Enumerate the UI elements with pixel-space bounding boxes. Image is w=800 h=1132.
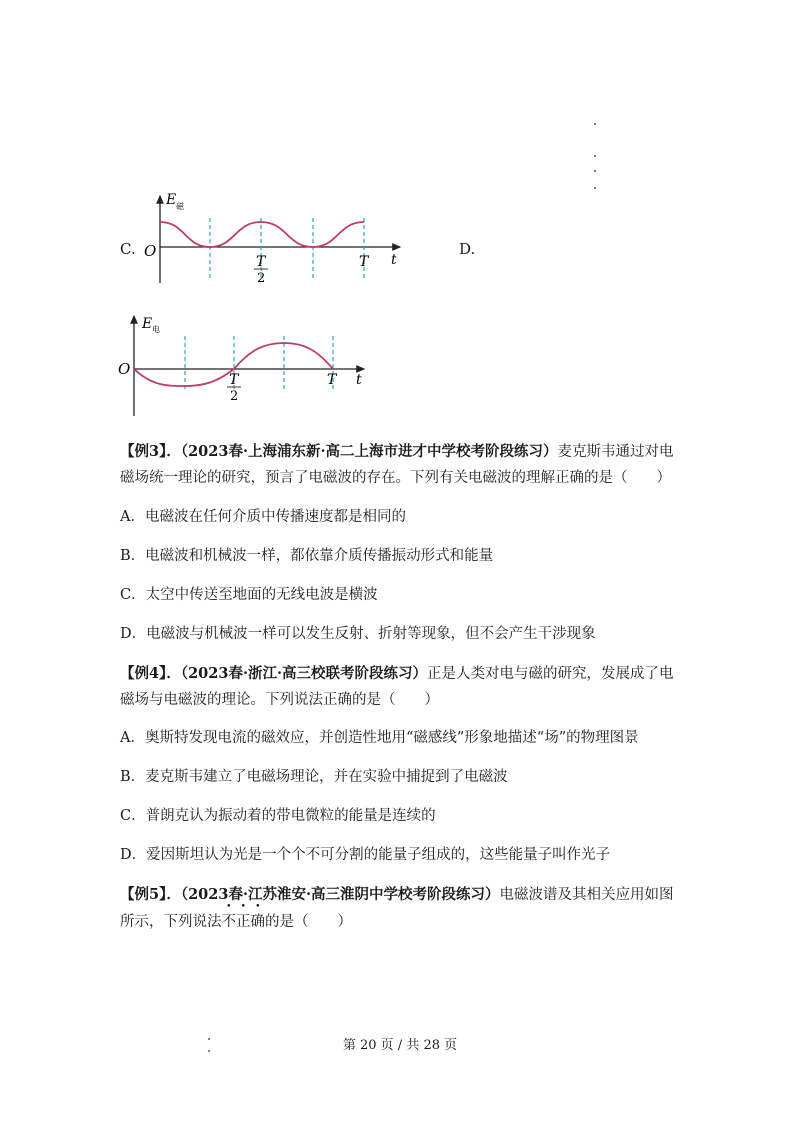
q5-stem-text-b: 的是（ ）	[265, 914, 352, 930]
half-period-numerator: T	[256, 254, 266, 270]
q4-option-c: C．普朗克认为振动着的带电微粒的能量是连续的	[120, 808, 436, 824]
q3-stem-line2: 磁场统一理论的研究，预言了电磁波的存在。下列有关电磁波的理解正确的是（ ）	[120, 470, 671, 486]
emphasis-char: 不	[221, 914, 236, 930]
q3-option-d: D．电磁波与机械波一样可以发生反射、折射等现象，但不会产生干涉现象	[120, 626, 596, 642]
origin-label: O	[118, 360, 131, 378]
q4-stem-text: 正是人类对电与磁的研究，发展成了电	[427, 666, 674, 682]
option-c-label: C.	[120, 240, 136, 258]
q4-stem-line1	[120, 663, 680, 685]
period-label: T	[359, 254, 369, 270]
page-footer: 第 20 页 / 共 28 页	[342, 1038, 458, 1053]
magnetic-energy-curve	[160, 222, 364, 247]
t-axis-label: t	[356, 372, 362, 388]
period-label: T	[327, 372, 337, 388]
q3-option-b: B．电磁波和机械波一样，都依靠介质传播振动形式和能量	[120, 548, 494, 564]
speck	[594, 155, 596, 157]
q5-stem-line1	[120, 884, 680, 906]
half-period-denominator: 2	[230, 389, 239, 404]
graph-c-magnetic-energy	[138, 188, 408, 288]
q4-stem-line2: 磁场与电磁波的理论。下列说法正确的是（ ）	[120, 692, 439, 708]
speck	[594, 170, 596, 172]
emphasis-char: 确	[250, 914, 265, 930]
y-axis-label: E	[142, 316, 153, 332]
speck	[594, 187, 596, 189]
y-axis-label: E	[166, 192, 177, 208]
q3-option-c: C．太空中传送至地面的无线电波是横波	[120, 587, 378, 603]
q3-stem-line1	[120, 441, 680, 463]
q4-option-d: D．爱因斯坦认为光是一个个不可分割的能量子组成的，这些能量子叫作光子	[120, 847, 611, 863]
q5-stem-text-a: 所示，下列说法	[120, 914, 222, 930]
q4-tag: 【例4】．	[120, 665, 181, 682]
speck	[594, 123, 596, 125]
q3-tag: 【例3】．	[120, 443, 181, 460]
y-axis-subscript: 磁	[176, 202, 184, 211]
q3-stem-text: 麦克斯韦通过对电	[557, 444, 674, 460]
q4-source: （2023春·浙江·高三校联考阶段练习）	[180, 665, 428, 682]
t-axis-label: t	[391, 252, 397, 268]
q4-option-a: A．奥斯特发现电流的磁效应，并创造性地用“磁感线”形象地描述“场”的物理图景	[120, 730, 639, 746]
half-period-numerator: T	[229, 372, 239, 388]
graph-d-electric-energy	[112, 310, 372, 422]
emphasis-char: 正	[236, 914, 251, 930]
q4-option-b: B．麦克斯韦建立了电磁场理论，并在实验中捕捉到了电磁波	[120, 769, 508, 785]
q3-source: （2023春·上海浦东新·高二上海市进才中学校考阶段练习）	[180, 443, 558, 460]
half-period-denominator: 2	[257, 271, 266, 286]
q5-source: （2023春·江苏淮安·高三淮阴中学校考阶段练习）	[180, 886, 500, 903]
option-d-label: D.	[459, 240, 476, 258]
origin-label: O	[144, 242, 157, 260]
y-axis-subscript: 电	[152, 325, 160, 334]
q5-tag: 【例5】．	[120, 886, 181, 903]
q5-stem-text: 电磁波谱及其相关应用如图	[499, 887, 674, 903]
q5-stem-line2	[120, 911, 680, 933]
q3-option-a: A．电磁波在任何介质中传播速度都是相同的	[120, 509, 406, 525]
